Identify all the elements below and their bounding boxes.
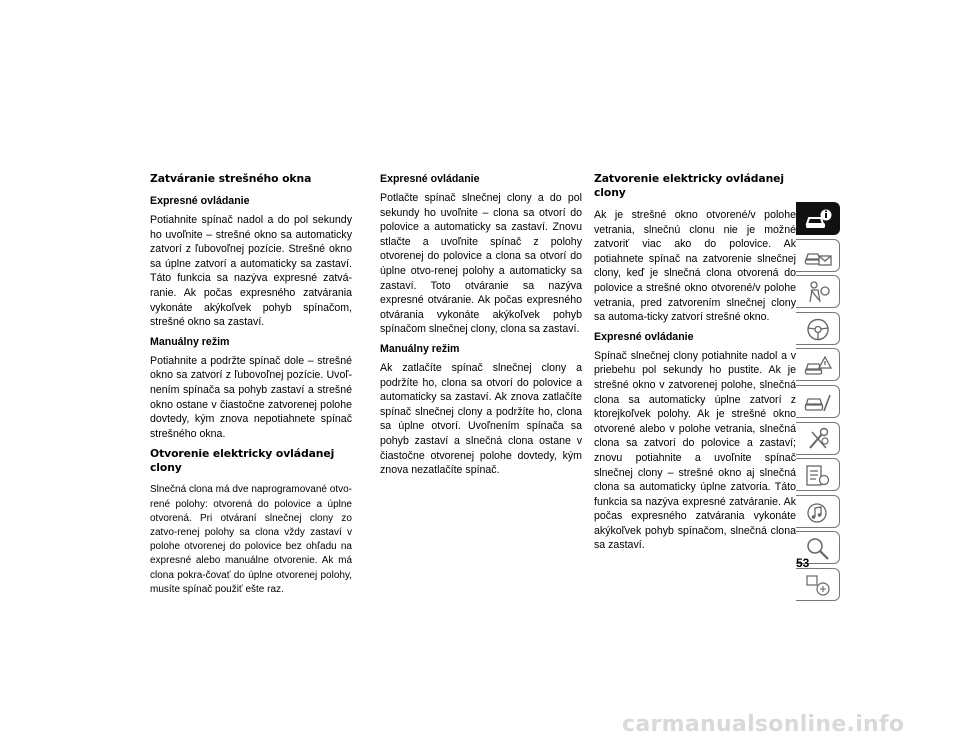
watermark: carmanualsonline.info [622,712,905,737]
subheading-express-control: Expresné ovládanie [380,173,480,185]
seatbelt-airbag-icon [804,280,832,305]
steering-wheel-icon [804,317,832,342]
subheading-manual-mode: Manuálny režim [150,335,230,348]
tab-safety[interactable] [796,275,840,308]
car-info-icon [804,207,832,232]
tab-car-mail[interactable] [796,239,840,272]
tab-languages[interactable] [796,568,840,601]
paragraph-express-close: Potiahnite spínač nadol a do pol sekundy ho uvoľnite – strešné okno sa automaticky zatvorí z ľubovoľnej pozície. Strešné okno sa úplne zatvorí a automaticky sa zastaví. Táto funkcia sa nazýva expresné zatvá-ranie. Ak počas expresného zatvárania vykonáte akýkoľvek pohyb spínačom, strešné okno sa zastaví. [150,214,352,329]
paragraph-shade-close-info: Ak je strešné okno otvorené/v polohe vetrania, slnečnú clonu nie je možné zatvoriť viac ako do polovice. Ak potiahnete spínač na zatvorenie slnečnej clony, keď je slnečná clona otvorená do polovice a strešné okno otvorené/v polohe vetrania, pred zatvorením slnečnej clony sa automa-ticky zatvorí strešné okno. [594,209,796,324]
tab-car-info[interactable] [796,202,840,235]
tab-media[interactable] [796,495,840,528]
paragraph-express-open-shade: Potlačte spínač slnečnej clony a do pol sekundy ho uvoľnite – clona sa otvorí do polovice a automaticky sa zastaví. Znovu stlačte a uvoľnite spínač z polohy otvorenej do polovice a clona sa otvorí do úplne otvo-renej polohy a automaticky sa zastaví. Toto otváranie sa nazýva expresné otváranie. Ak počas expresného otvárania vykonáte akýkoľvek pohyb spínačom slnečnej clony, clona sa zastaví. [380,192,582,336]
paragraph-express-close-shade: Spínač slnečnej clony potiahnite nadol a v priebehu pol sekundy ho pustite. Ak je strešné okno v zatvorenej polohe, slnečná clona sa automaticky úplne zatvorí z ktorejkoľvek polohy. Ak je strešné okno otvorené alebo v polohe vetrania, slnečná clona sa zatvorí do polovice a zastaví; znovu potiahnite a uvoľnite spínač slnečnej clony – strešné okno aj slnečná clona sa automaticky úplne zatvoria. Táto funkcia sa nazýva expresné zatváranie. Ak počas expresného zatvárania vykonáte akýkoľvek pohyb spínačom, slnečná clona sa zastaví. [594,349,796,552]
chapter-tabs [796,202,842,605]
column-1 [150,172,352,602]
car-warning-icon [804,353,832,378]
subheading-express-control: Expresné ovládanie [150,195,250,207]
paragraph-manual-open-shade: Ak zatlačíte spínač slnečnej clony a podržíte ho, clona sa otvorí do polovice a automaticky sa zastaví. Ak znova zatlačíte spínač slnečnej clony a podržíte ho, clona sa úplne otvorí. Uvoľnením spínača sa pohyb zastaví a slnečná clona ostane v čiastočne otvorenej polohe dovtedy, kým znova nezatlačíte spínač. [380,361,582,477]
wrench-tools-icon [804,427,832,452]
subheading-express-control: Expresné ovládanie [594,330,694,343]
tab-settings-list[interactable] [796,458,840,491]
tab-service[interactable] [796,385,840,418]
tab-tools[interactable] [796,422,840,455]
car-service-icon [804,390,832,415]
paragraph-manual-close: Potiahnite a podržte spínač dole – strešné okno sa zatvorí z ľubovoľnej pozície. Uvoľ-nením spínača sa pohyb zastaví a strešné okno ostane v čiastočne zatvorenej polohe dovtedy, kým znova nepotiahnete spínač strešného okna. [150,354,352,440]
tab-steering[interactable] [796,312,840,345]
languages-icon [804,573,832,598]
list-settings-icon [804,463,832,488]
section-heading-closing-sunroof: Zatváranie strešného okna [150,172,312,185]
column-2 [380,172,582,483]
section-heading-closing-shade: Zatvorenie elektricky ovládanej clony [594,172,785,199]
section-heading-opening-shade: Otvorenie elektricky ovládanej clony [150,447,335,475]
media-music-icon [804,500,832,525]
paragraph-shade-positions: Slnečná clona má dve naprogramované otvo-rené polohy: otvorená do polovice a úplne otvorená. Pri otváraní slnečnej clony zo zatvo-renej polohy sa clona vždy zastaví v polohe otvorenej do polovice bez ohľadu na expresné alebo manuálne otvorenie. Ak má clona pokra-čovať do úplne otvorenej polohy, musíte spínač použiť ešte raz. [150,484,352,595]
subheading-manual-mode: Manuálny režim [380,342,460,355]
column-3 [594,172,796,558]
tab-warning[interactable] [796,348,840,381]
car-mail-icon [804,244,832,269]
page-number: 53 [796,556,810,570]
